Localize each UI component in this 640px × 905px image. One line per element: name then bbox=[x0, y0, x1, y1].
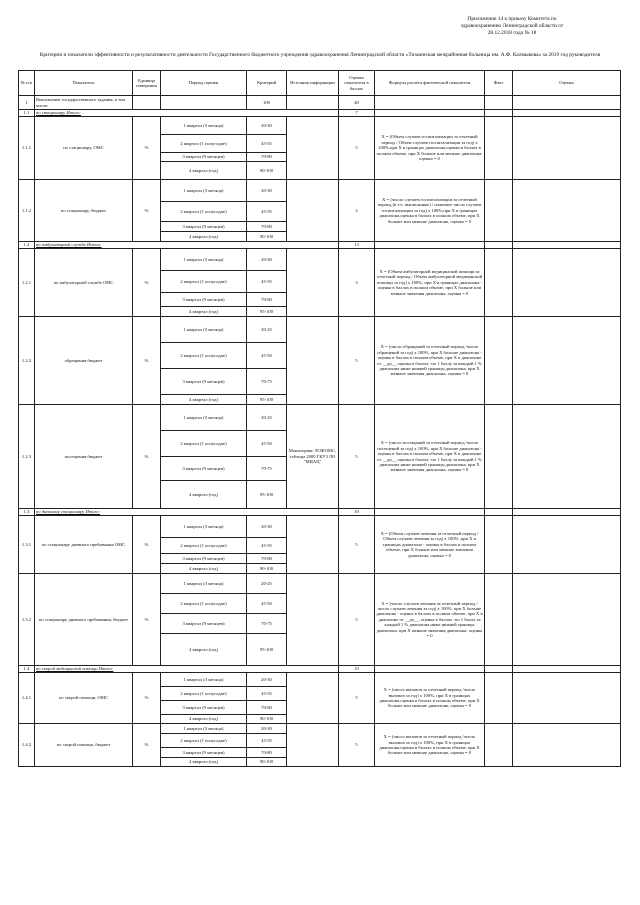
table-row: 1.2.2 обращения бюджет % 1 квартал (3 месяца) 20-25 5 Х = (число обращений за отчетный период /число обращений за год) х 100%, при Х больше диапазона - оценка в баллах в полном объеме, при Х в диапазоне от __до__ оценка в баллах -по 1 баллу за каждый 1 % диапазона ниже нижней границы диапазона, при Х меньше значения диапазона, оценка = 0 bbox=[19, 317, 621, 343]
row-indicator: Выполнение государственного задания, в том числе: bbox=[35, 96, 133, 110]
section-row: 1.2 по амбулаторной службе Итого: 13 bbox=[19, 242, 621, 249]
col-period: Период оценки bbox=[161, 71, 247, 96]
table-row: 1.3.2 по стационару дневного пребывания, бюджет % 1 квартал (3 месяца) 20-25 5 Х = (число случаев лечения за отчетный период /число случаев лечения за год) х 100%, при Х больше диапазона - оценка в баллах в полном объеме, при Х в диапазоне от __до__, оценка в баллах -по 1 баллу за каждый 1 % диапазона ниже нижней границы диапазона, при Х меньше значения диапазона, оценка = 0 bbox=[19, 574, 621, 594]
source-note: Мониторинг ЛОФОМС, таблица 2000 ГКУЗ ЛО "МИАЦ" bbox=[287, 405, 339, 509]
header-line-1: Приложение 14 к приказу Комитета по bbox=[467, 16, 557, 22]
row-criteria: 100 bbox=[247, 96, 287, 110]
criteria-table: № п/п Показатель Единица измерения Период оценки Критерий Источник информации Оценка показателя в баллах Формула расчета фактической показателя Факт Оценка 1 Выполнение государственного задания, в том числе: 100 40 1.1 по стационару Итого: 7 1.1.1 по стационару, ОМС % 1 квартал (3 месяца) 20-30 5 Х = (Объем случаев госпитализации за отчетный период / Объем случаев госпитализации за год) х 100%,при Х в границах диапазона,оценка в баллах в полном объеме, при Х больше или меньше диапазона, оценка = 0 2 квартал (1 полугодие) 45-55 3 квартал (9 месяцев) 70-80 4 квартал (год) 90-100 1.1.2 по стационару, бюджет % 1 квартал (3 месяца) 20-30 2 Х = (число случаев госпитализации за отчетный период (в т.ч. выписанные) / плановое число случаев госпитализации за год) х 100%,при Х в границах диапазона,оценка в баллах в полном объеме, при Х больше или меньше диапазона, оценка = 0 2 квартал (1 полугодие) 45-55 3 квартал (9 месяцев) 70-80 4 квартал (год) 90-100 1.2 по амбулаторной службе Итого: 13 1.2.1 по амбулаторной службе ОМС % 1 квартал (3 месяца) 20-30 3 Х = [Объем амбулаторной медицинской помощи за отчетный период / Объем амбулаторной медицинской помощи за год] х 100%, при Х в границах диапазона - оценка в баллах в полном объеме, при Х больше или меньше значения диапазона, оценка = 0 2 квартал (1 полугодие) 45-55 3 квартал (9 месяцев) 70-80 4 квартал (год) 95-100 1.2.2 обращения бюджет % 1 квартал (3 месяца) 20-25 5 Х = (число обращений за отчетный период /число обращений за год) х 100%, при Х больше диапазона - оценка в баллах в полном объеме, при Х в диапазоне от __до__ оценка в баллах -по 1 баллу за каждый 1 % диапазона ниже нижней границы диапазона, при Х меньше значения диапазона, оценка = 0 2 квартал (1 полугодие) 45-50 3 квартал (9 месяцев) 70-75 4 квартал (год) 95-100 1.2.3 посещения бюджет % 1 квартал (3 месяца) 20-25 Мониторинг ЛОФОМС, таблица 2000 ГКУЗ ЛО "МИАЦ" 5 Х = (число посещений за отчетный период /число посещений за год) х 100%, при Х больше диапазона - оценка в баллах в полном объеме, при Х в диапазоне от __до__ оценка в баллах -по 1 баллу за каждый 1 % диапазона ниже нижней границы диапазона, при Х меньше значения диапазона, оценка = 0 2 квартал (1 полугодие) 45-50 3 квартал (9 месяцев) 70-75 4 квартал (год) 95-100 1.3 по дневному стационару Итого: 10 1.3.1 по стационару дневного пребывания ОМС % 1 квартал (3 месяца) 20-30 5 Х = (Объем случаев лечения за отчетный период / Объем случаев лечения за год) х 100% ,при Х в границах диапазона - оценка в баллах в полном объеме, при Х больше или меньше значения диапазона, оценка = 0 2 квартал (1 полугодие) 45-55 3 квартал (9 месяцев) 70-80 4 квартал (год) 90-100 1.3.2 по стационару дневного пребывания, бюджет % 1 квартал (3 месяца) 20-25 5 Х = (число случаев лечения за отчетный период /число случаев лечения за год) х 100%, при Х больше диапазона - оценка в баллах в полном объеме, при Х в диапазоне от __до__, оценка в баллах -по 1 баллу за каждый 1 % диапазона ниже нижней границы диапазона, при Х меньше значения диапазона, оценка = 0 2 квартал (1 полугодие) 45-50 3 квартал (9 месяцев) 70-75 4 квартал (год) 95-100 1.4 по скорой медицинской помощи Итого: 10 1.4.1 по скорой помощи, ОМС % 1 квартал (3 месяца) 20-30 5 Х = (число вызовов за отчетный период /число вызовов за год) х 100%, при Х в границах диапазона,оценка в баллах в полном объеме, при Х больше или меньше диапазона, оценка = 0 2 квартал (1 полугодие) 45-55 3 квартал (9 месяцев) 70-80 4 квартал (год) 90-100 1.4.2 по скорой помощи, бюджет % 1 квартал (3 месяца) 20-30 5 Х = (число вызовов за отчетный период /число вызовов за год) х 100%, при Х в границах диапазона,оценка в баллах в полном объеме, при Х больше или меньше диапазона, оценка = 0 2 квартал (1 полугодие) 45-55 3 квартал (9 месяцев) 70-80 4 квартал (год) 90-100 bbox=[18, 70, 621, 767]
header-line-3: 28.12.2018 года № 18 bbox=[487, 30, 537, 36]
col-score: Оценка показателя в баллах bbox=[339, 71, 375, 96]
section-row: 1.1 по стационару Итого: 7 bbox=[19, 110, 621, 117]
table-row: 1.3.1 по стационару дневного пребывания ОМС % 1 квартал (3 месяца) 20-30 5 Х = (Объем случаев лечения за отчетный период / Объем случаев лечения за год) х 100% ,при Х в границах диапазона - оценка в баллах в полном объеме, при Х больше или меньше значения диапазона, оценка = 0 bbox=[19, 516, 621, 538]
col-indicator: Показатель bbox=[35, 71, 133, 96]
header-line-2: здравоохранению Ленинградской области от bbox=[460, 23, 564, 29]
table-header-row bbox=[19, 71, 621, 96]
table-row bbox=[19, 96, 621, 110]
table-row: 1.1.1 по стационару, ОМС % 1 квартал (3 месяца) 20-30 5 Х = (Объем случаев госпитализации за отчетный период / Объем случаев госпитализации за год) х 100%,при Х в границах диапазона,оценка в баллах в полном объеме, при Х больше или меньше диапазона, оценка = 0 bbox=[19, 117, 621, 135]
col-criteria: Критерий bbox=[247, 71, 287, 96]
section-row: 1.3 по дневному стационару Итого: 10 bbox=[19, 509, 621, 516]
row-score: 40 bbox=[339, 96, 375, 110]
col-formula: Формула расчета фактической показателя bbox=[375, 71, 485, 96]
section-row: 1.4 по скорой медицинской помощи Итого: 10 bbox=[19, 666, 621, 673]
table-row: 1.4.2 по скорой помощи, бюджет % 1 квартал (3 месяца) 20-30 5 Х = (число вызовов за отчетный период /число вызовов за год) х 100%, при Х в границах диапазона,оценка в баллах в полном объеме, при Х больше или меньше диапазона, оценка = 0 bbox=[19, 724, 621, 734]
col-num: № п/п bbox=[19, 71, 35, 96]
col-rating: Оценка bbox=[513, 71, 621, 96]
table-row: 1.1.2 по стационару, бюджет % 1 квартал (3 месяца) 20-30 2 Х = (число случаев госпитализации за отчетный период (в т.ч. выписанные) / плановое число случаев госпитализации за год) х 100%,при Х в границах диапазона,оценка в баллах в полном объеме, при Х больше или меньше диапазона, оценка = 0 bbox=[19, 180, 621, 202]
section-label: по дневному стационару Итого: bbox=[35, 509, 339, 516]
section-label: по стационару Итого: bbox=[35, 110, 339, 117]
table-row: 1.2.1 по амбулаторной службе ОМС % 1 квартал (3 месяца) 20-30 3 Х = [Объем амбулаторной медицинской помощи за отчетный период / Объем амбулаторной медицинской помощи за год] х 100%, при Х в границах диапазона - оценка в баллах в полном объеме, при Х больше или меньше значения диапазона, оценка = 0 bbox=[19, 249, 621, 271]
document-title: Критерии и показатели эффективности и результативности деятельности Государственного бюджетного учреждения здравоохранения Ленинградской области «Тихвинская межрайонная больница им. А.Ф. Калмыкова» за 2019 год руководителя bbox=[39, 52, 601, 58]
table-row: 1.4.1 по скорой помощи, ОМС % 1 квартал (3 месяца) 20-30 5 Х = (число вызовов за отчетный период /число вызовов за год) х 100%, при Х в границах диапазона,оценка в баллах в полном объеме, при Х больше или меньше диапазона, оценка = 0 bbox=[19, 673, 621, 687]
appendix-header bbox=[432, 16, 592, 37]
section-label: по амбулаторной службе Итого: bbox=[35, 242, 339, 249]
table-row: 1.2.3 посещения бюджет % 1 квартал (3 месяца) 20-25 Мониторинг ЛОФОМС, таблица 2000 ГКУЗ ЛО "МИАЦ" 5 Х = (число посещений за отчетный период /число посещений за год) х 100%, при Х больше диапазона - оценка в баллах в полном объеме, при Х в диапазоне от __до__ оценка в баллах -по 1 баллу за каждый 1 % диапазона ниже нижней границы диапазона, при Х меньше значения диапазона, оценка = 0 bbox=[19, 405, 621, 431]
row-num: 1 bbox=[19, 96, 35, 110]
section-label: по скорой медицинской помощи Итого: bbox=[35, 666, 339, 673]
col-fact: Факт bbox=[485, 71, 513, 96]
col-unit: Единица измерения bbox=[133, 71, 161, 96]
col-source: Источник информации bbox=[287, 71, 339, 96]
